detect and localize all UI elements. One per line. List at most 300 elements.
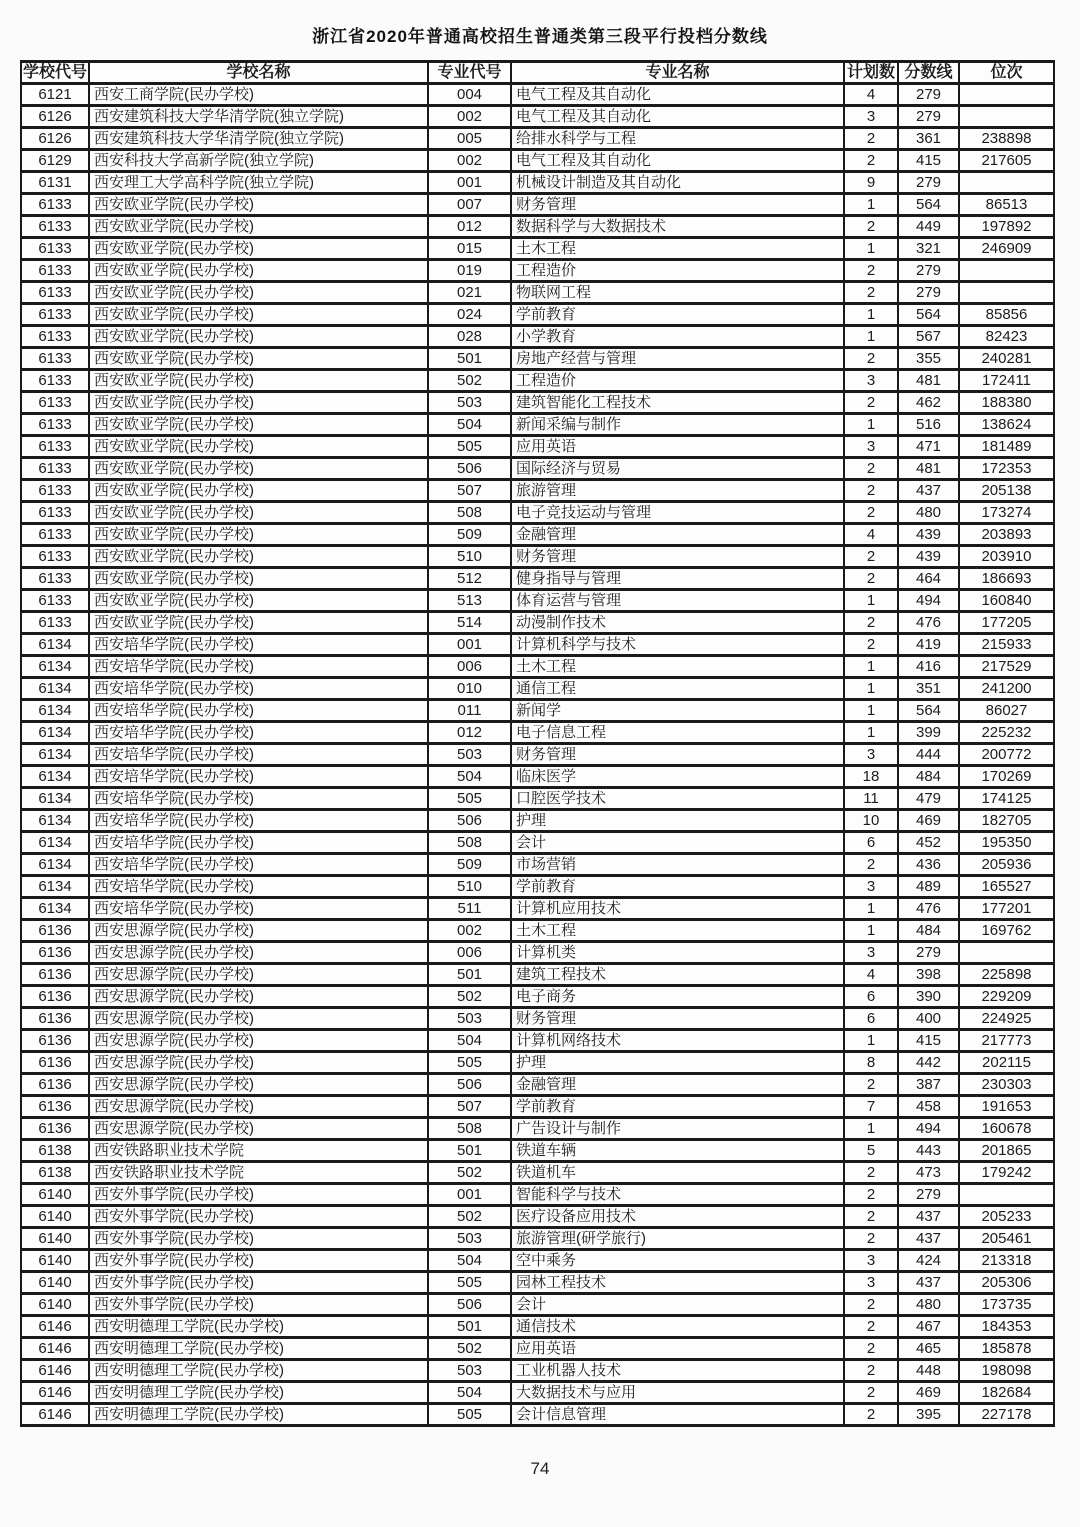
table-cell: 195350 (959, 832, 1054, 854)
table-cell: 2 (844, 634, 898, 656)
table-cell: 203910 (959, 546, 1054, 568)
table-cell: 182684 (959, 1382, 1054, 1404)
table-cell: 462 (898, 392, 959, 414)
table-cell: 铁道车辆 (511, 1140, 844, 1162)
table-cell: 西安欧亚学院(民办学校) (89, 590, 428, 612)
table-row (21, 1030, 1054, 1052)
column-header: 分数线 (898, 62, 959, 84)
table-cell: 503 (428, 392, 511, 414)
table-cell: 505 (428, 1404, 511, 1426)
table-cell: 电子商务 (511, 986, 844, 1008)
table-cell: 481 (898, 458, 959, 480)
table-cell: 3 (844, 106, 898, 128)
table-cell: 土木工程 (511, 656, 844, 678)
table-cell: 502 (428, 370, 511, 392)
table-cell: 通信技术 (511, 1316, 844, 1338)
table-cell: 西安培华学院(民办学校) (89, 678, 428, 700)
table-cell: 505 (428, 1052, 511, 1074)
table-cell: 458 (898, 1096, 959, 1118)
table-cell: 西安欧亚学院(民办学校) (89, 282, 428, 304)
table-cell: 2 (844, 458, 898, 480)
table-cell: 160678 (959, 1118, 1054, 1140)
table-cell: 007 (428, 194, 511, 216)
table-cell: 6133 (21, 568, 89, 590)
table-cell: 西安欧亚学院(民办学校) (89, 568, 428, 590)
table-cell: 503 (428, 1228, 511, 1250)
table-cell: 体育运营与管理 (511, 590, 844, 612)
table-cell: 西安思源学院(民办学校) (89, 920, 428, 942)
column-header: 专业代号 (428, 62, 511, 84)
table-cell: 205306 (959, 1272, 1054, 1294)
table-cell: 西安外事学院(民办学校) (89, 1250, 428, 1272)
table-cell (959, 106, 1054, 128)
table-cell: 6140 (21, 1206, 89, 1228)
table-cell: 会计 (511, 1294, 844, 1316)
table-cell: 224925 (959, 1008, 1054, 1030)
table-cell: 205936 (959, 854, 1054, 876)
table-cell (959, 84, 1054, 106)
table-cell: 6134 (21, 898, 89, 920)
table-cell: 177205 (959, 612, 1054, 634)
table-cell: 西安明德理工学院(民办学校) (89, 1404, 428, 1426)
table-cell: 会计信息管理 (511, 1404, 844, 1426)
table-cell: 351 (898, 678, 959, 700)
table-cell: 7 (844, 1096, 898, 1118)
table-cell: 智能科学与技术 (511, 1184, 844, 1206)
table-cell: 6131 (21, 172, 89, 194)
table-cell: 6126 (21, 128, 89, 150)
table-cell: 6134 (21, 678, 89, 700)
table-cell (959, 172, 1054, 194)
table-cell: 10 (844, 810, 898, 832)
table-cell (959, 282, 1054, 304)
column-header: 专业名称 (511, 62, 844, 84)
table-cell: 197892 (959, 216, 1054, 238)
table-cell: 1 (844, 898, 898, 920)
table-cell: 电气工程及其自动化 (511, 84, 844, 106)
table-cell: 财务管理 (511, 546, 844, 568)
table-cell: 2 (844, 1316, 898, 1338)
table-cell: 西安外事学院(民办学校) (89, 1228, 428, 1250)
table-cell: 旅游管理 (511, 480, 844, 502)
table-cell: 西安思源学院(民办学校) (89, 1074, 428, 1096)
column-header: 计划数 (844, 62, 898, 84)
table-cell: 415 (898, 1030, 959, 1052)
table-cell: 501 (428, 348, 511, 370)
table-row (21, 150, 1054, 172)
table-cell: 4 (844, 964, 898, 986)
table-cell: 西安铁路职业技术学院 (89, 1140, 428, 1162)
table-cell: 279 (898, 1184, 959, 1206)
table-cell: 504 (428, 766, 511, 788)
table-cell: 西安培华学院(民办学校) (89, 766, 428, 788)
table-cell: 西安明德理工学院(民办学校) (89, 1360, 428, 1382)
table-cell: 2 (844, 150, 898, 172)
table-cell: 6133 (21, 590, 89, 612)
table-cell: 6136 (21, 964, 89, 986)
table-cell: 财务管理 (511, 744, 844, 766)
table-cell: 临床医学 (511, 766, 844, 788)
table-cell: 469 (898, 810, 959, 832)
table-cell: 395 (898, 1404, 959, 1426)
table-cell: 计算机网络技术 (511, 1030, 844, 1052)
table-cell: 184353 (959, 1316, 1054, 1338)
table-cell: 505 (428, 1272, 511, 1294)
table-cell: 182705 (959, 810, 1054, 832)
table-cell: 238898 (959, 128, 1054, 150)
table-row (21, 260, 1054, 282)
table-cell: 484 (898, 920, 959, 942)
table-cell: 82423 (959, 326, 1054, 348)
table-cell: 419 (898, 634, 959, 656)
table-cell: 279 (898, 106, 959, 128)
table-cell: 469 (898, 1382, 959, 1404)
table-cell: 510 (428, 546, 511, 568)
table-cell: 028 (428, 326, 511, 348)
table-cell: 物联网工程 (511, 282, 844, 304)
table-cell: 计算机应用技术 (511, 898, 844, 920)
table-cell: 439 (898, 524, 959, 546)
table-cell: 138624 (959, 414, 1054, 436)
table-cell: 西安培华学院(民办学校) (89, 810, 428, 832)
table-row (21, 942, 1054, 964)
table-cell: 476 (898, 612, 959, 634)
table-cell: 217773 (959, 1030, 1054, 1052)
table-cell: 财务管理 (511, 1008, 844, 1030)
table-cell: 3 (844, 876, 898, 898)
table-cell: 217605 (959, 150, 1054, 172)
table-cell: 机械设计制造及其自动化 (511, 172, 844, 194)
table-cell: 电子竞技运动与管理 (511, 502, 844, 524)
table-row (21, 172, 1054, 194)
table-cell: 6140 (21, 1294, 89, 1316)
table-cell: 2 (844, 1382, 898, 1404)
table-row (21, 1316, 1054, 1338)
table-cell: 2 (844, 1404, 898, 1426)
table-cell: 502 (428, 1338, 511, 1360)
table-cell: 86027 (959, 700, 1054, 722)
table-cell: 西安理工大学高科学院(独立学院) (89, 172, 428, 194)
table-row (21, 1338, 1054, 1360)
table-cell: 6140 (21, 1184, 89, 1206)
table-cell: 新闻采编与制作 (511, 414, 844, 436)
table-cell: 564 (898, 700, 959, 722)
table-cell: 015 (428, 238, 511, 260)
table-row (21, 1382, 1054, 1404)
table-row (21, 1140, 1054, 1162)
table-cell: 489 (898, 876, 959, 898)
table-row (21, 612, 1054, 634)
table-cell: 3 (844, 744, 898, 766)
table-cell: 2 (844, 546, 898, 568)
table-cell: 001 (428, 172, 511, 194)
table-row (21, 304, 1054, 326)
table-cell: 501 (428, 964, 511, 986)
table-cell: 005 (428, 128, 511, 150)
table-cell: 174125 (959, 788, 1054, 810)
table-cell: 227178 (959, 1404, 1054, 1426)
table-cell: 170269 (959, 766, 1054, 788)
table-cell: 1 (844, 590, 898, 612)
table-cell: 390 (898, 986, 959, 1008)
table-cell: 2 (844, 854, 898, 876)
table-cell: 503 (428, 1360, 511, 1382)
table-cell: 西安培华学院(民办学校) (89, 744, 428, 766)
table-row (21, 700, 1054, 722)
table-row (21, 656, 1054, 678)
table-cell: 2 (844, 480, 898, 502)
table-cell: 口腔医学技术 (511, 788, 844, 810)
table-row (21, 348, 1054, 370)
table-cell (959, 942, 1054, 964)
table-cell: 2 (844, 392, 898, 414)
table-cell: 6134 (21, 722, 89, 744)
table-cell: 6134 (21, 788, 89, 810)
table-cell: 186693 (959, 568, 1054, 590)
table-cell: 1 (844, 414, 898, 436)
table-cell: 西安培华学院(民办学校) (89, 656, 428, 678)
table-cell: 4 (844, 84, 898, 106)
table-cell: 416 (898, 656, 959, 678)
table-cell: 新闻学 (511, 700, 844, 722)
table-cell: 6134 (21, 656, 89, 678)
table-row (21, 458, 1054, 480)
table-cell: 1 (844, 326, 898, 348)
table-cell: 6133 (21, 326, 89, 348)
table-cell: 564 (898, 194, 959, 216)
table-cell: 6134 (21, 854, 89, 876)
table-cell: 564 (898, 304, 959, 326)
table-cell: 6134 (21, 876, 89, 898)
table-cell: 279 (898, 260, 959, 282)
table-cell: 567 (898, 326, 959, 348)
table-row (21, 414, 1054, 436)
table-cell: 西安欧亚学院(民办学校) (89, 502, 428, 524)
table-cell: 6 (844, 832, 898, 854)
table-cell: 3 (844, 1250, 898, 1272)
table-row (21, 238, 1054, 260)
table-cell: 3 (844, 942, 898, 964)
table-cell: 学前教育 (511, 876, 844, 898)
table-cell: 6133 (21, 194, 89, 216)
table-row (21, 546, 1054, 568)
table-cell: 439 (898, 546, 959, 568)
table-cell: 6134 (21, 700, 89, 722)
table-cell: 通信工程 (511, 678, 844, 700)
table-row (21, 634, 1054, 656)
table-cell: 1 (844, 700, 898, 722)
table-row (21, 744, 1054, 766)
table-cell: 200772 (959, 744, 1054, 766)
table-cell: 1 (844, 194, 898, 216)
table-cell: 6134 (21, 634, 89, 656)
table-cell: 449 (898, 216, 959, 238)
table-cell: 3 (844, 1272, 898, 1294)
table-cell: 建筑智能化工程技术 (511, 392, 844, 414)
table-cell (959, 1184, 1054, 1206)
table-cell: 西安欧亚学院(民办学校) (89, 326, 428, 348)
table-cell: 505 (428, 788, 511, 810)
table-cell: 给排水科学与工程 (511, 128, 844, 150)
table-cell: 西安培华学院(民办学校) (89, 722, 428, 744)
table-cell: 6140 (21, 1272, 89, 1294)
table-cell: 415 (898, 150, 959, 172)
table-cell: 6133 (21, 458, 89, 480)
score-table (20, 60, 1055, 1427)
table-cell: 6133 (21, 612, 89, 634)
table-cell: 508 (428, 1118, 511, 1140)
table-cell: 西安欧亚学院(民办学校) (89, 524, 428, 546)
table-cell: 399 (898, 722, 959, 744)
table-cell: 437 (898, 1228, 959, 1250)
table-cell: 225232 (959, 722, 1054, 744)
table-cell: 6 (844, 986, 898, 1008)
table-cell: 6136 (21, 1074, 89, 1096)
table-cell: 501 (428, 1140, 511, 1162)
table-cell: 医疗设备应用技术 (511, 1206, 844, 1228)
table-cell: 021 (428, 282, 511, 304)
table-cell: 西安培华学院(民办学校) (89, 700, 428, 722)
table-cell: 230303 (959, 1074, 1054, 1096)
table-cell: 6133 (21, 260, 89, 282)
table-cell: 9 (844, 172, 898, 194)
table-cell: 6140 (21, 1228, 89, 1250)
table-cell: 会计 (511, 832, 844, 854)
table-cell: 2 (844, 502, 898, 524)
table-cell: 2 (844, 1228, 898, 1250)
table-cell: 西安外事学院(民办学校) (89, 1206, 428, 1228)
table-cell: 健身指导与管理 (511, 568, 844, 590)
table-cell: 480 (898, 502, 959, 524)
table-cell: 506 (428, 810, 511, 832)
table-cell: 动漫制作技术 (511, 612, 844, 634)
table-cell: 002 (428, 150, 511, 172)
table-row (21, 986, 1054, 1008)
table-cell: 2 (844, 348, 898, 370)
table-cell: 工业机器人技术 (511, 1360, 844, 1382)
table-row (21, 832, 1054, 854)
table-cell: 506 (428, 458, 511, 480)
table-row (21, 766, 1054, 788)
table-cell: 西安培华学院(民办学校) (89, 898, 428, 920)
table-row (21, 1052, 1054, 1074)
table-cell: 205233 (959, 1206, 1054, 1228)
table-cell: 2 (844, 1360, 898, 1382)
table-row (21, 1250, 1054, 1272)
table-cell: 279 (898, 84, 959, 106)
table-cell: 西安明德理工学院(民办学校) (89, 1316, 428, 1338)
table-cell: 508 (428, 502, 511, 524)
table-cell: 电子信息工程 (511, 722, 844, 744)
table-row (21, 722, 1054, 744)
table-cell: 6133 (21, 546, 89, 568)
table-cell: 金融管理 (511, 1074, 844, 1096)
table-row (21, 1272, 1054, 1294)
table-cell: 509 (428, 524, 511, 546)
table-cell: 6126 (21, 106, 89, 128)
table-cell: 215933 (959, 634, 1054, 656)
table-cell: 1 (844, 722, 898, 744)
table-cell: 2 (844, 568, 898, 590)
table-cell: 西安培华学院(民办学校) (89, 832, 428, 854)
table-cell: 241200 (959, 678, 1054, 700)
table-cell: 6129 (21, 150, 89, 172)
table-cell: 010 (428, 678, 511, 700)
table-row (21, 392, 1054, 414)
table-cell: 2 (844, 612, 898, 634)
table-cell: 501 (428, 1316, 511, 1338)
table-cell: 2 (844, 1206, 898, 1228)
table-cell: 6136 (21, 986, 89, 1008)
table-cell: 1 (844, 1030, 898, 1052)
table-cell: 436 (898, 854, 959, 876)
table-row (21, 84, 1054, 106)
table-cell: 2 (844, 260, 898, 282)
table-cell: 18 (844, 766, 898, 788)
table-cell: 6136 (21, 1008, 89, 1030)
column-header: 学校名称 (89, 62, 428, 84)
table-cell: 448 (898, 1360, 959, 1382)
table-cell: 西安培华学院(民办学校) (89, 854, 428, 876)
table-cell: 398 (898, 964, 959, 986)
table-cell: 437 (898, 1272, 959, 1294)
table-cell: 387 (898, 1074, 959, 1096)
table-row (21, 282, 1054, 304)
table-cell: 6146 (21, 1382, 89, 1404)
table-cell: 506 (428, 1074, 511, 1096)
table-cell: 2 (844, 1074, 898, 1096)
table-row (21, 106, 1054, 128)
table-cell: 西安欧亚学院(民办学校) (89, 480, 428, 502)
table-cell: 85856 (959, 304, 1054, 326)
table-cell: 188380 (959, 392, 1054, 414)
table-cell: 西安思源学院(民办学校) (89, 942, 428, 964)
table-cell: 学前教育 (511, 1096, 844, 1118)
table-cell: 6133 (21, 216, 89, 238)
table-cell: 计算机类 (511, 942, 844, 964)
table-row (21, 810, 1054, 832)
table-cell: 86513 (959, 194, 1054, 216)
table-cell: 002 (428, 920, 511, 942)
table-cell: 172353 (959, 458, 1054, 480)
table-cell: 西安思源学院(民办学校) (89, 1118, 428, 1140)
table-cell: 西安欧亚学院(民办学校) (89, 546, 428, 568)
table-cell: 400 (898, 1008, 959, 1030)
table-cell: 355 (898, 348, 959, 370)
table-row (21, 216, 1054, 238)
table-cell: 空中乘务 (511, 1250, 844, 1272)
table-cell: 西安外事学院(民办学校) (89, 1294, 428, 1316)
table-cell: 1 (844, 304, 898, 326)
table-row (21, 788, 1054, 810)
table-cell: 160840 (959, 590, 1054, 612)
table-cell: 6133 (21, 436, 89, 458)
table-cell: 444 (898, 744, 959, 766)
table-cell: 6121 (21, 84, 89, 106)
table-cell: 173735 (959, 1294, 1054, 1316)
table-cell: 护理 (511, 810, 844, 832)
table-cell: 房地产经营与管理 (511, 348, 844, 370)
table-cell: 广告设计与制作 (511, 1118, 844, 1140)
table-row (21, 590, 1054, 612)
table-cell: 西安欧亚学院(民办学校) (89, 370, 428, 392)
table-cell: 473 (898, 1162, 959, 1184)
table-cell: 279 (898, 942, 959, 964)
table-cell: 508 (428, 832, 511, 854)
table-cell: 502 (428, 1162, 511, 1184)
table-cell: 480 (898, 1294, 959, 1316)
table-cell: 6140 (21, 1250, 89, 1272)
